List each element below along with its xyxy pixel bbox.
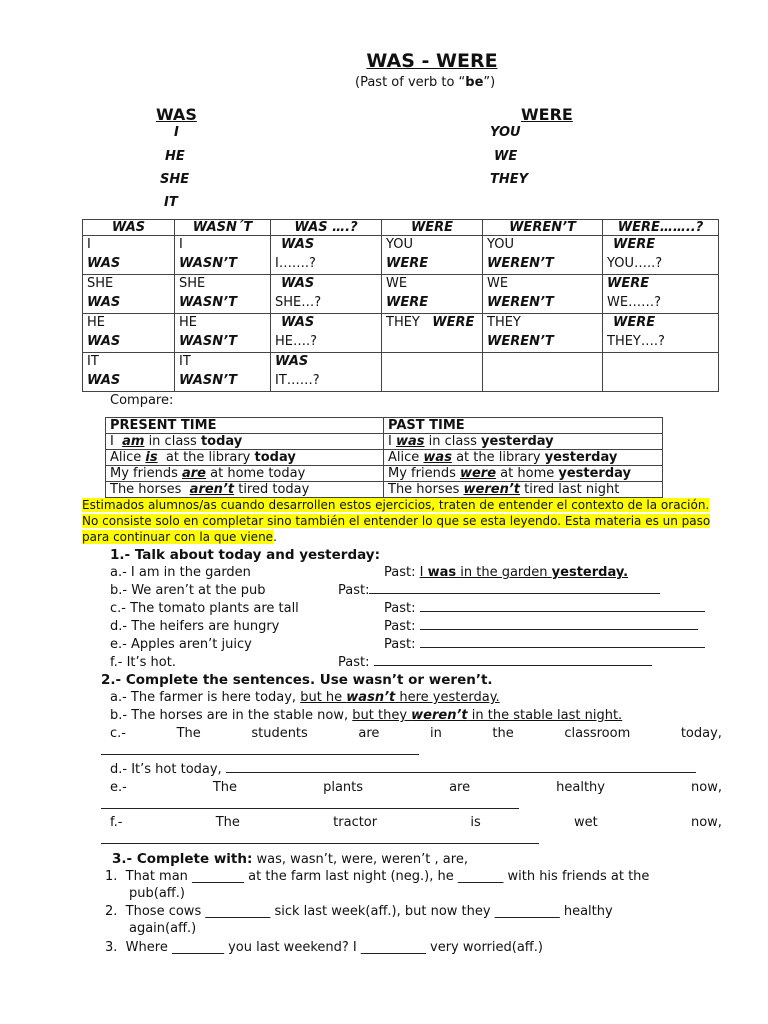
cell-text: The horses — [110, 482, 190, 497]
table-row — [106, 466, 663, 482]
table-cell — [175, 275, 271, 314]
table-row — [106, 434, 663, 450]
cell-subject: IT……? — [275, 373, 320, 388]
table-cell — [382, 314, 483, 353]
verb-highlight: were — [459, 466, 497, 481]
table-row — [83, 314, 719, 353]
compare-header-row — [106, 418, 663, 434]
cell-verb: WAS — [281, 315, 315, 330]
table-cell — [271, 236, 382, 275]
conjugation-header-row — [83, 220, 719, 236]
cell-text: My friends — [388, 466, 460, 481]
table-cell — [382, 236, 483, 275]
exercise-2-item-c: c.- The students are in the classroom today, — [110, 726, 722, 741]
verb-highlight: is — [145, 450, 158, 465]
exercise-3-item[interactable]: 2. Those cows __________ sick last week(aff.), but now they __________ healthy — [105, 904, 613, 919]
cell-subject: HE — [87, 315, 105, 330]
verb-highlight: yesterday — [481, 434, 554, 449]
present-cell — [106, 434, 384, 450]
table-cell — [175, 314, 271, 353]
exercise-1-item: b.- We aren’t at the pub — [110, 583, 266, 598]
cell-subject: YOU — [386, 237, 413, 252]
cell-verb: WAS — [87, 334, 121, 349]
cell-subject: THEY — [487, 315, 521, 330]
exercise-3-item[interactable]: 3. Where ________ you last weekend? I __________ very worried(aff.) — [105, 940, 543, 955]
exercise-2-heading: 2.- Complete the sentences. Use wasn’t or weren’t. — [101, 672, 493, 688]
compare-table — [105, 417, 663, 498]
exercise-2-item-e: e.- The plants are healthy now, — [110, 780, 722, 795]
table-cell — [271, 275, 382, 314]
past-cell — [384, 434, 663, 450]
verb-highlight: yesterday — [544, 450, 618, 465]
table-cell — [603, 236, 719, 275]
cell-verb: WEREN’T — [487, 256, 554, 271]
past-cell — [384, 466, 663, 482]
exercise-2-item-a: a.- The farmer is here today, but he wasn’t here yesterday. — [110, 690, 500, 705]
table-cell — [603, 275, 719, 314]
exercise-1-answer-blank[interactable]: Past: — [338, 655, 652, 670]
present-cell — [106, 482, 384, 498]
cell-text: at the library — [451, 450, 545, 465]
cell-verb: WERE — [613, 315, 656, 330]
cell-subject: SHE — [87, 276, 114, 291]
cell-subject: SHE — [179, 276, 206, 291]
cell-text: in class — [144, 434, 201, 449]
cell-verb: WASN’T — [179, 295, 237, 310]
header-cell: WAS — [83, 220, 175, 236]
table-cell — [483, 236, 603, 275]
cell-verb: WAS — [275, 354, 309, 369]
cell-text: at the library — [157, 450, 255, 465]
header-cell: WASN´T — [175, 220, 271, 236]
cell-verb: WAS — [281, 276, 315, 291]
cell-verb: WAS — [87, 256, 121, 271]
table-cell — [83, 236, 175, 275]
cell-subject: IT — [179, 354, 191, 369]
cell-subject: YOU…..? — [607, 256, 663, 271]
table-cell — [83, 275, 175, 314]
exercise-1-answer: Past: I was in the garden yesterday. — [384, 565, 629, 580]
verb-highlight: today — [254, 450, 296, 465]
conjugation-table — [82, 219, 719, 392]
cell-verb: WASN’T — [179, 334, 237, 349]
exercise-1-answer-blank[interactable]: Past: — [338, 583, 660, 598]
table-cell — [271, 314, 382, 353]
cell-verb: WASN’T — [179, 256, 237, 271]
cell-subject: HE — [179, 315, 197, 330]
exercise-2-blank[interactable] — [101, 798, 519, 813]
exercise-3-item[interactable]: 1. That man ________ at the farm last night (neg.), he _______ with his friends at the — [105, 869, 650, 884]
cell-text: in class — [424, 434, 482, 449]
verb-highlight: was — [395, 434, 425, 449]
cell-subject: THEY WERE — [386, 315, 475, 330]
cell-text: I — [388, 434, 396, 449]
was-pronoun: SHE — [160, 172, 190, 187]
past-cell — [384, 450, 663, 466]
were-pronoun: WE — [494, 149, 518, 164]
was-pronoun: I — [174, 125, 179, 140]
cell-subject: I — [179, 237, 183, 252]
exercise-1-answer-blank[interactable]: Past: — [384, 619, 698, 634]
cell-subject: IT — [87, 354, 99, 369]
exercise-1-item: d.- The heifers are hungry — [110, 619, 280, 634]
exercise-1-item: a.- I am in the garden — [110, 565, 251, 580]
cell-subject: WE — [487, 276, 509, 291]
exercise-1-item: c.- The tomato plants are tall — [110, 601, 299, 616]
verb-highlight: yesterday — [558, 466, 631, 481]
were-pronoun: THEY — [490, 172, 529, 187]
cell-verb: WAS — [87, 295, 121, 310]
cell-verb: WERE — [386, 295, 429, 310]
cell-verb: WAS — [87, 373, 121, 388]
exercise-2-item-b: b.- The horses are in the stable now, but they weren’t in the stable last night. — [110, 708, 623, 723]
cell-text: at home — [496, 466, 559, 481]
table-cell — [382, 275, 483, 314]
header-cell: WAS ….? — [271, 220, 382, 236]
cell-subject: WE……? — [607, 295, 661, 310]
cell-text: My friends — [110, 466, 182, 481]
exercise-3-item-cont: pub(aff.) — [129, 886, 185, 901]
cell-subject: HE….? — [275, 334, 318, 349]
cell-subject: I…….? — [275, 256, 316, 271]
table-cell — [83, 314, 175, 353]
cell-verb: WERE — [607, 276, 650, 291]
table-cell — [483, 275, 603, 314]
header-cell: WEREN’T — [483, 220, 603, 236]
cell-verb: WERE — [613, 237, 656, 252]
cell-subject: YOU — [487, 237, 514, 252]
page-title: WAS - WERE — [366, 50, 498, 72]
exercise-1-item: f.- It’s hot. — [110, 655, 176, 670]
exercise-2-item-f: f.- The tractor is wet now, — [110, 815, 722, 830]
cell-text: Alice — [110, 450, 146, 465]
verb-highlight: was — [423, 450, 452, 465]
cell-text: The horses — [388, 482, 464, 497]
verb-highlight: aren’t — [189, 482, 235, 497]
table-cell — [483, 314, 603, 353]
cell-verb: WERE — [386, 256, 429, 271]
table-row — [83, 275, 719, 314]
header-cell: WERE……..? — [603, 220, 719, 236]
was-pronoun: HE — [165, 149, 185, 164]
compare-label: Compare: — [110, 393, 174, 408]
cell-verb: WASN’T — [179, 373, 237, 388]
header-present: PRESENT TIME — [106, 418, 384, 434]
exercise-2-blank[interactable] — [101, 744, 419, 759]
cell-subject: SHE…? — [275, 295, 322, 310]
table-cell — [271, 353, 382, 392]
cell-verb: WEREN’T — [487, 334, 554, 349]
cell-text: I — [110, 434, 123, 449]
table-row — [83, 353, 719, 392]
cell-text: at home today — [206, 466, 306, 481]
exercise-3-heading: 3.- Complete with: was, wasn’t, were, weren’t , are, — [112, 851, 468, 867]
subtitle: (Past of verb to “be”) — [355, 75, 496, 90]
table-cell — [603, 353, 719, 392]
header-cell: WERE — [382, 220, 483, 236]
exercise-2-blank[interactable] — [101, 833, 539, 848]
cell-text: Alice — [388, 450, 424, 465]
was-pronoun: IT — [164, 195, 178, 210]
exercise-1-item: e.- Apples aren’t juicy — [110, 637, 252, 652]
cell-verb: WAS — [281, 237, 315, 252]
was-heading: WAS — [156, 105, 197, 124]
present-cell — [106, 466, 384, 482]
exercise-3-item-cont: again(aff.) — [129, 921, 197, 936]
table-cell — [382, 353, 483, 392]
table-row — [106, 450, 663, 466]
verb-highlight: are — [181, 466, 206, 481]
cell-subject: THEY….? — [607, 334, 665, 349]
cell-text: tired today — [234, 482, 310, 497]
cell-text: tired last night — [520, 482, 620, 497]
exercise-1-answer-blank[interactable]: Past: — [384, 637, 705, 652]
exercise-1-heading: 1.- Talk about today and yesterday: — [110, 547, 381, 563]
table-row — [106, 482, 663, 498]
past-cell — [384, 482, 663, 498]
were-pronoun: YOU — [490, 125, 521, 140]
teacher-note: Estimados alumnos/as cuando desarrollen estos ejercicios, traten de entender el contexto de la oración. No consiste solo en completar sino también el entender lo que se esta leyendo. Esta materia es un paso para continuar con la que viene. — [82, 498, 711, 544]
were-heading: WERE — [521, 105, 573, 124]
table-cell — [483, 353, 603, 392]
table-cell — [175, 353, 271, 392]
table-cell — [175, 236, 271, 275]
table-cell — [83, 353, 175, 392]
cell-subject: WE — [386, 276, 408, 291]
table-row — [83, 236, 719, 275]
present-cell — [106, 450, 384, 466]
verb-highlight: am — [122, 434, 145, 449]
verb-highlight: weren’t — [463, 482, 520, 497]
verb-highlight: today — [200, 434, 243, 449]
table-cell — [603, 314, 719, 353]
cell-verb: WEREN’T — [487, 295, 554, 310]
exercise-1-answer-blank[interactable]: Past: — [384, 601, 705, 616]
header-past: PAST TIME — [384, 418, 663, 434]
cell-subject: I — [87, 237, 91, 252]
exercise-2-item-d[interactable]: d.- It’s hot today, — [110, 762, 696, 777]
